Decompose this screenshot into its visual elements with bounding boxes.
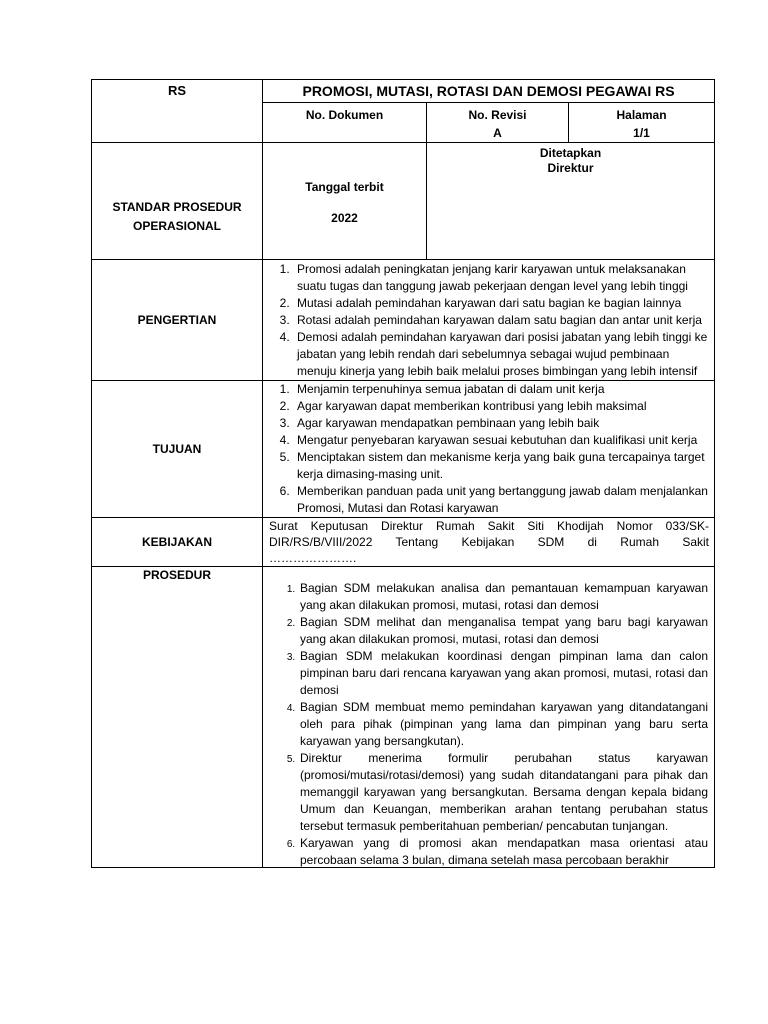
kebijakan-content	[263, 518, 715, 567]
kebijakan-text: Surat Keputusan Direktur Rumah Sakit Siti Khodijah Nomor 033/SK-DIR/RS/B/VIII/2022 Tentang Kebijakan SDM di Rumah Sakit	[269, 519, 710, 549]
tanggal-terbit-cell	[263, 143, 427, 260]
list-item: 3. Agar karyawan mendapatkan pembinaan yang lebih baik	[293, 415, 708, 432]
sop-table	[91, 79, 715, 868]
halaman-label: Halaman	[616, 108, 667, 122]
rs-header-cell	[92, 80, 263, 143]
direktur-label: Direktur	[547, 161, 594, 175]
kebijakan-dots: ………………….	[269, 551, 357, 565]
rs-label: RS	[167, 83, 187, 98]
prosedur-label: PROSEDUR	[92, 567, 263, 868]
list-item: 3. Bagian SDM melakukan koordinasi dengan pimpinan lama dan calon pimpinan baru dari rencana karyawan yang akan promosi, mutasi, rotasi dan demosi	[298, 648, 708, 699]
pengertian-content	[263, 260, 715, 381]
list-item: 4. Bagian SDM membuat memo pemindahan karyawan yang ditandatangani oleh para pihak (pimpinan yang lama dan pimpinan yang baru serta karyawan yang bersangkutan).	[298, 699, 708, 750]
list-item: 2. Mutasi adalah pemindahan karyawan dari satu bagian ke bagian lainnya	[293, 295, 708, 312]
prosedur-list	[263, 577, 714, 867]
list-item: 2. Bagian SDM melihat dan menganalisa tempat yang baru bagi karyawan yang akan dilakukan promosi, mutasi, rotasi dan demosi	[298, 614, 708, 648]
no-dokumen-label: No. Dokumen	[305, 108, 384, 122]
no-revisi-label: No. Revisi	[468, 108, 527, 122]
halaman-cell	[569, 103, 715, 143]
sop-label-cell	[92, 143, 263, 260]
sop-label-line2: OPERASIONAL	[132, 219, 221, 233]
list-item: 5. Menciptakan sistem dan mekanisme kerja yang baik guna tercapainya target kerja dimasing-masing unit.	[293, 449, 708, 483]
list-item: 2. Agar karyawan dapat memberikan kontribusi yang lebih maksimal	[293, 398, 708, 415]
ditetapkan-label: Ditetapkan	[539, 146, 602, 160]
no-revisi-cell	[427, 103, 569, 143]
list-item: 1. Promosi adalah peningkatan jenjang karir karyawan untuk melaksanakan suatu tugas dan tanggung jawab pekerjaan dengan level yang lebih tinggi	[293, 261, 708, 295]
tujuan-content	[263, 381, 715, 518]
tanggal-terbit-label: Tanggal terbit	[305, 180, 384, 194]
prosedur-content	[263, 567, 715, 868]
tujuan-list	[263, 381, 714, 517]
list-item: 5. Direktur menerima formulir perubahan status karyawan (promosi/mutasi/rotasi/demosi) yang sudah ditandatangani para pihak dan memanggil karyawan yang bersangkutan. Bersama dengan kepala bidang Umum dan Keuangan, memberikan arahan tentang perubahan status tersebut termasuk pemberitahuan pemberian/ pencabutan tunjangan.	[298, 750, 708, 835]
no-revisi-value: A	[493, 126, 502, 140]
list-item: 1. Bagian SDM melakukan analisa dan pemantauan kemampuan karyawan yang akan dilakukan promosi, mutasi, rotasi dan demosi	[298, 580, 708, 614]
tujuan-label: TUJUAN	[92, 381, 263, 518]
no-dokumen-cell	[263, 103, 427, 143]
list-item: 6. Karyawan yang di promosi akan mendapatkan masa orientasi atau percobaan selama 3 bulan, dimana setelah masa percobaan berakhir	[298, 835, 708, 867]
list-item: 4. Demosi adalah pemindahan karyawan dari posisi jabatan yang lebih tinggi ke jabatan yang lebih rendah dari sebelumnya sebagai wujud pembinaan menuju kinerja yang lebih baik melalui proses bimbingan yang lebih intensif	[293, 329, 708, 380]
document-title: PROMOSI, MUTASI, ROTASI DAN DEMOSI PEGAWAI RS	[263, 80, 715, 103]
halaman-value: 1/1	[633, 126, 650, 140]
list-item: 3. Rotasi adalah pemindahan karyawan dalam satu bagian dan antar unit kerja	[293, 312, 708, 329]
list-item: 1. Menjamin terpenuhinya semua jabatan di dalam unit kerja	[293, 381, 708, 398]
list-item: 6. Memberikan panduan pada unit yang bertanggung jawab dalam menjalankan Promosi, Mutasi dan Rotasi karyawan	[293, 483, 708, 517]
sop-label-line1: STANDAR PROSEDUR	[112, 200, 242, 214]
tanggal-terbit-value: 2022	[331, 211, 358, 225]
pengertian-list	[263, 260, 714, 380]
pengertian-label: PENGERTIAN	[92, 260, 263, 381]
ditetapkan-cell	[427, 143, 715, 260]
kebijakan-label: KEBIJAKAN	[92, 518, 263, 567]
list-item: 4. Mengatur penyebaran karyawan sesuai kebutuhan dan kualifikasi unit kerja	[293, 432, 708, 449]
